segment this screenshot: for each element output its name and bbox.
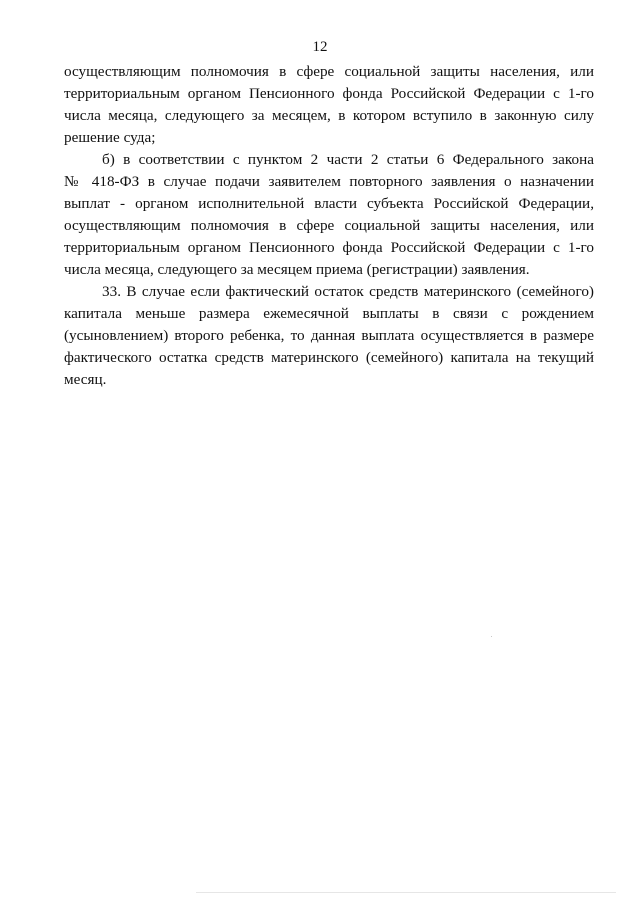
text-line: капитала меньше размера ежемесячной выплаты в связи с рождением bbox=[64, 305, 594, 322]
text-line: территориальным органом Пенсионного фонда Российской Федерации с 1-го bbox=[64, 239, 594, 256]
page-number: 12 bbox=[312, 39, 328, 55]
text-line: (усыновлением) второго ребенка, то данная выплата осуществляется в размере bbox=[64, 327, 594, 344]
paragraph-continuation bbox=[64, 61, 594, 149]
paragraph-item-33 bbox=[64, 281, 594, 391]
text-line: числа месяца, следующего за месяцем, в котором вступило в законную силу bbox=[64, 107, 594, 124]
text-line: № 418-ФЗ в случае подачи заявителем повторного заявления о назначении bbox=[64, 173, 594, 190]
document-body bbox=[64, 61, 594, 391]
scan-bottom-edge bbox=[196, 892, 616, 893]
text-line: б) в соответствии с пунктом 2 части 2 статьи 6 Федерального закона bbox=[102, 151, 594, 168]
text-line: 33. В случае если фактический остаток средств материнского (семейного) bbox=[102, 283, 594, 300]
text-line: числа месяца, следующего за месяцем приема (регистрации) заявления. bbox=[64, 261, 530, 278]
text-line: осуществляющим полномочия в сфере социальной защиты населения, или bbox=[64, 63, 594, 80]
text-line: месяц. bbox=[64, 371, 107, 388]
scan-speck bbox=[491, 636, 492, 637]
text-line: территориальным органом Пенсионного фонда Российской Федерации с 1-го bbox=[64, 85, 594, 102]
text-line: осуществляющим полномочия в сфере социальной защиты населения, или bbox=[64, 217, 594, 234]
text-line: фактического остатка средств материнского (семейного) капитала на текущий bbox=[64, 349, 594, 366]
paragraph-subitem-b bbox=[64, 149, 594, 281]
text-line: выплат - органом исполнительной власти субъекта Российской Федерации, bbox=[64, 195, 594, 212]
text-line: решение суда; bbox=[64, 129, 156, 146]
